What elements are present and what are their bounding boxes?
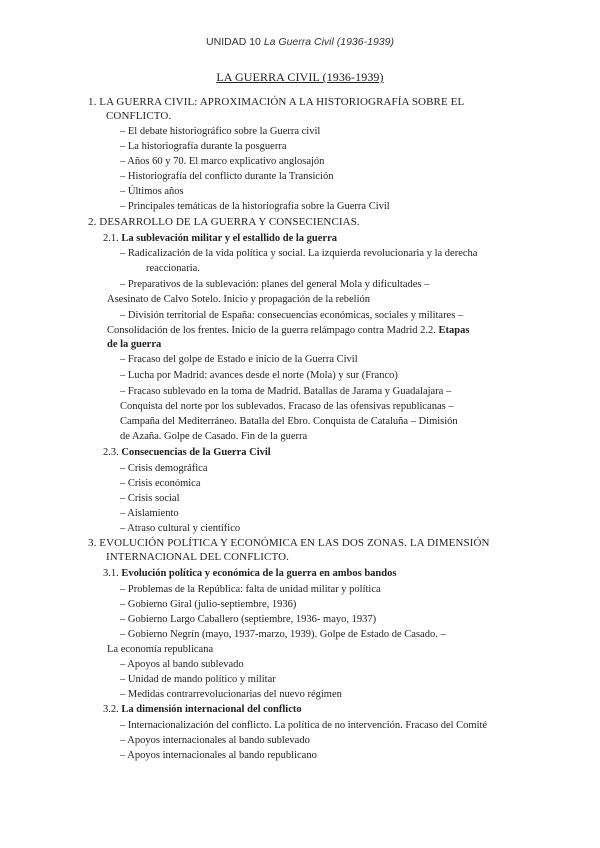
subsection-title: La sublevación militar y el estallido de la guerra — [121, 233, 338, 244]
list-item: – Gobierno Giral (julio-septiembre, 1936) — [120, 599, 297, 610]
document-title: LA GUERRA CIVIL (1936-1939) — [216, 70, 384, 84]
list-item: – Fracaso sublevado en la toma de Madrid. Batallas de Jarama y Guadalajara – — [120, 386, 452, 397]
list-item: – Principales temáticas de la historiografía sobre la Guerra Civil — [120, 201, 390, 212]
list-item: – Gobierno Negrín (mayo, 1937-marzo, 1939). Golpe de Estado de Casado. – — [120, 629, 446, 640]
list-item: – Historiografía del conflicto durante la Transición — [120, 171, 334, 182]
list-item: – Apoyos al bando sublevado — [120, 659, 244, 670]
subsection-title: La dimensión internacional del conflicto — [121, 704, 302, 715]
list-item-cont: de Azaña. Golpe de Casado. Fin de la guerra — [120, 431, 308, 442]
list-item: – Preparativos de la sublevación: planes del general Mola y dificultades – — [120, 279, 430, 290]
subsection-3-1-heading — [103, 567, 396, 580]
section-3-heading: 3. EVOLUCIÓN POLÍTICA Y ECONÓMICA EN LAS DOS ZONAS. LA DIMENSIÓN — [88, 537, 490, 549]
list-item-cont: reaccionaria. — [146, 263, 200, 274]
list-item: – División territorial de España: consecuencias económicas, sociales y militares – — [120, 310, 464, 321]
list-item: – Gobierno Largo Caballero (septiembre, 1936- mayo, 1937) — [120, 614, 377, 625]
list-item: – Lucha por Madrid: avances desde el norte (Mola) y sur (Franco) — [120, 370, 398, 381]
list-item: – Apoyos internacionales al bando sublevado — [120, 735, 310, 746]
section-1-heading-cont: CONFLICTO. — [106, 110, 172, 122]
list-item: – Medidas contrarrevolucionarias del nuevo régimen — [120, 689, 342, 700]
subsection-title: Consecuencias de la Guerra Civil — [121, 447, 271, 458]
section-1-heading: 1. LA GUERRA CIVIL: APROXIMACIÓN A LA HISTORIOGRAFÍA SOBRE EL — [88, 96, 465, 108]
list-item-cont: Campaña del Mediterráneo. Batalla del Ebro. Conquista de Cataluña – Dimisión — [120, 416, 458, 427]
header-unit: UNIDAD 10 — [206, 36, 261, 48]
subsection-number: 2.1. — [103, 233, 122, 244]
list-item-cont: Asesinato de Calvo Sotelo. Inicio y propagación de la rebelión — [107, 294, 371, 305]
list-item: – Años 60 y 70. El marco explicativo anglosajón — [120, 156, 325, 167]
list-item: – Apoyos internacionales al bando republicano — [120, 750, 317, 761]
list-item: – Radicalización de la vida política y social. La izquierda revolucionaria y la derecha — [120, 248, 478, 259]
list-item: – Problemas de la República: falta de unidad militar y política — [120, 584, 381, 595]
list-item: – Crisis social — [120, 493, 180, 504]
list-item: – Unidad de mando político y militar — [120, 674, 276, 685]
page-header — [0, 36, 600, 48]
subsection-2-1-heading — [103, 232, 337, 245]
list-item: – Aislamiento — [120, 508, 179, 519]
list-item: – El debate historiográfico sobre la Guerra civil — [120, 126, 321, 137]
list-item: – Crisis económica — [120, 478, 201, 489]
subsection-number: 3.1. — [103, 568, 122, 579]
section-2-heading: 2. DESARROLLO DE LA GUERRA Y CONSECIENCIAS. — [88, 216, 360, 228]
section-3-heading-cont: INTERNACIONAL DEL CONFLICTO. — [106, 551, 289, 563]
list-item: – Últimos años — [120, 186, 184, 197]
subsection-number: 2.3. — [103, 447, 122, 458]
list-item-cont: La economía republicana — [107, 644, 214, 655]
list-item: – Atraso cultural y científico — [120, 523, 241, 534]
list-item-cont — [107, 324, 469, 337]
list-item: – Crisis demográfica — [120, 463, 208, 474]
subsection-title: Evolución política y económica de la guerra en ambos bandos — [121, 568, 397, 579]
subsection-3-2-heading — [103, 703, 302, 716]
list-item: – Fracaso del golpe de Estado e inicio de la Guerra Civil — [120, 354, 358, 365]
subsection-2-2-title-end: de la guerra — [107, 339, 162, 350]
subsection-2-3-heading — [103, 446, 271, 459]
header-subject: La Guerra Civil (1936-1939) — [263, 36, 394, 48]
subsection-number: 3.2. — [103, 704, 122, 715]
subsection-2-2-title-start: Etapas — [438, 325, 470, 336]
list-item: – Internacionalización del conflicto. La política de no intervención. Fracaso del Comité — [120, 720, 488, 731]
list-item: – La historiografía durante la posguerra — [120, 141, 287, 152]
list-item-text: Consolidación de los frentes. Inicio de la guerra relámpago contra Madrid 2.2. — [107, 325, 439, 336]
list-item-cont: Conquista del norte por los sublevados. Fracaso de las ofensivas republicanas – — [120, 401, 454, 412]
